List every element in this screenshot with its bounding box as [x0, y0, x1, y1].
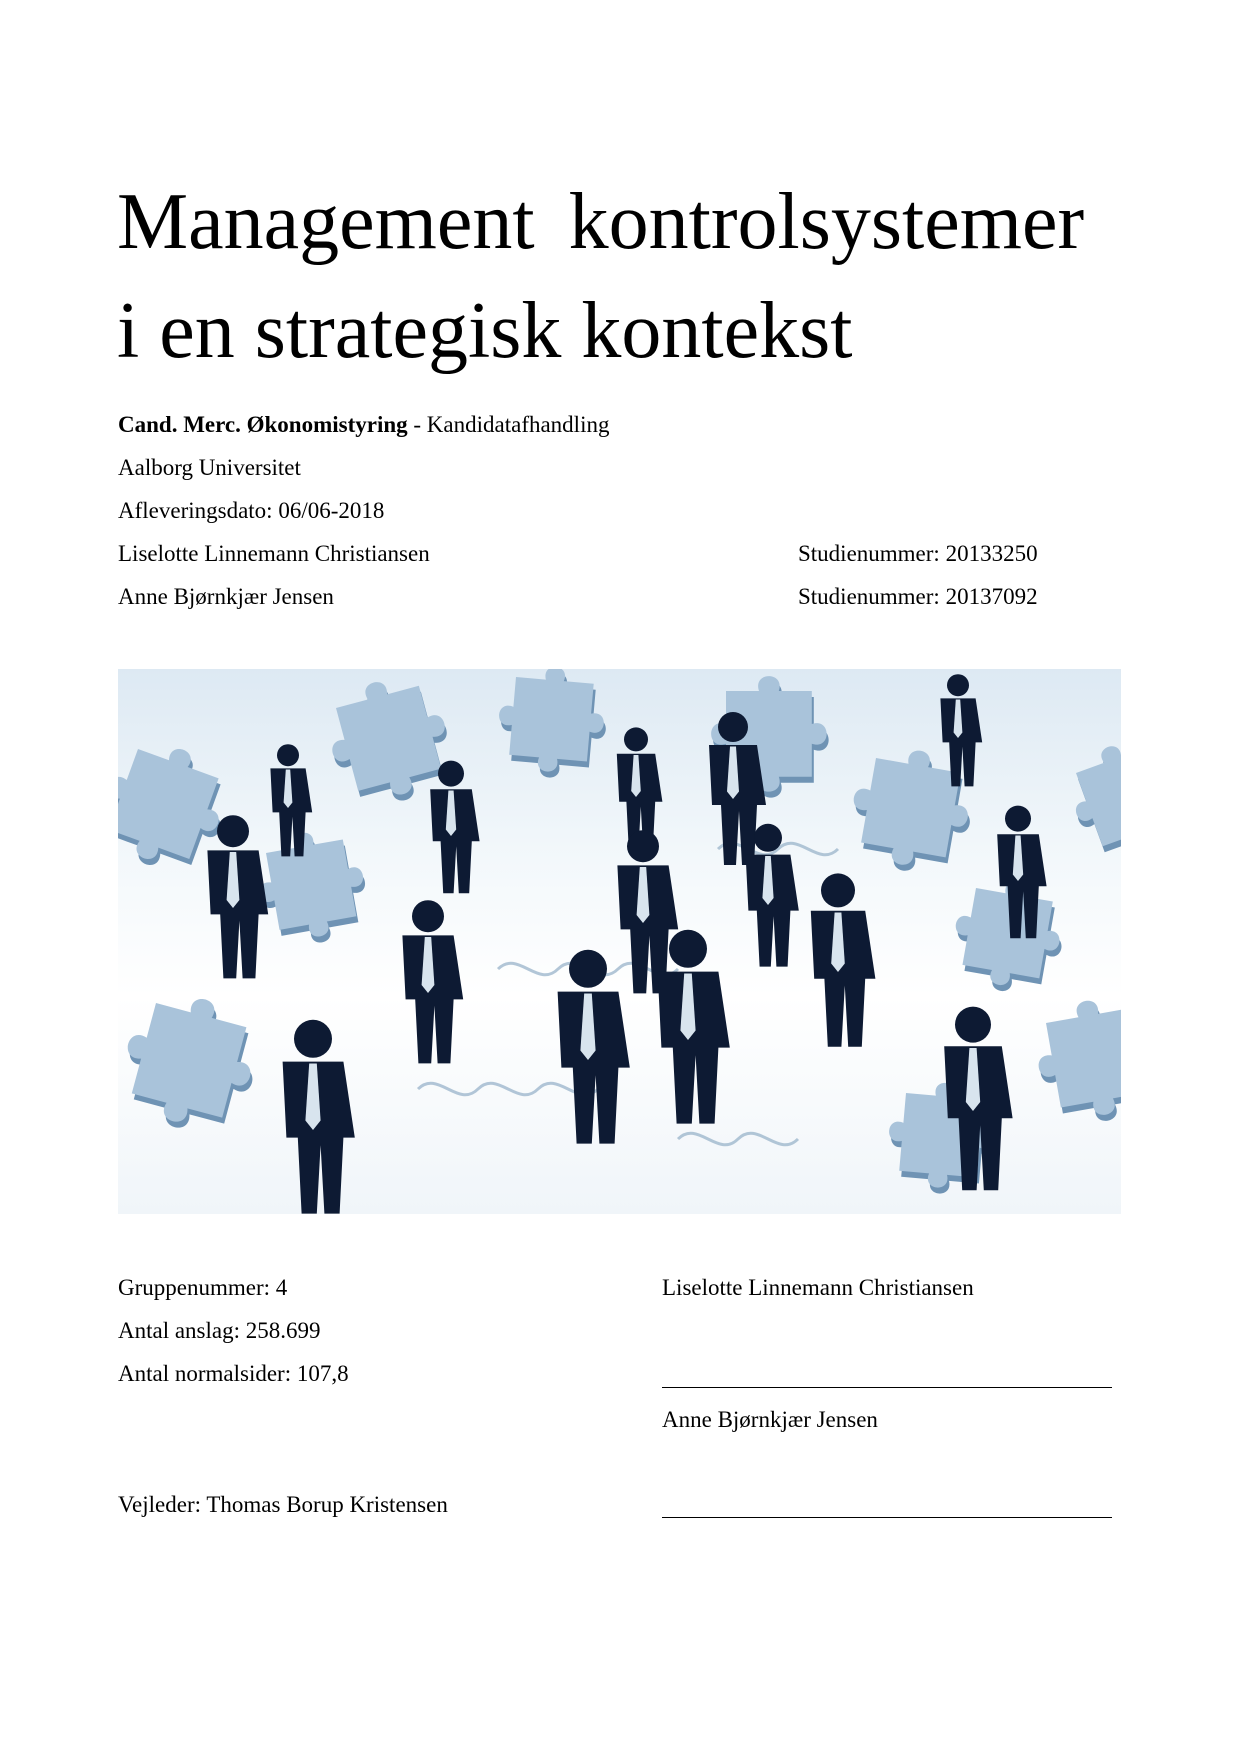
submission-date: Afleveringsdato: 06/06-2018: [118, 498, 385, 523]
puzzle-people-illustration: [118, 669, 1121, 1214]
signature-name-2: Anne Bjørnkjær Jensen: [662, 1407, 878, 1432]
title-line-1: Management kontrolsystemer: [117, 178, 1085, 266]
signature-line-2: [662, 1517, 1112, 1518]
author-name-2: Anne Bjørnkjær Jensen: [118, 584, 334, 609]
group-number: Gruppenummer: 4: [118, 1275, 288, 1300]
student-number-2: Studienummer: 20137092: [798, 584, 1038, 609]
document-title: [117, 180, 1137, 398]
normal-pages: Antal normalsider: 107,8: [118, 1361, 349, 1386]
supervisor: Vejleder: Thomas Borup Kristensen: [118, 1492, 448, 1517]
character-count: Antal anslag: 258.699: [118, 1318, 321, 1343]
title-line-2: i en strategisk kontekst: [117, 287, 853, 375]
signature-name-1: Liselotte Linnemann Christiansen: [662, 1275, 974, 1300]
signature-line-1: [662, 1387, 1112, 1388]
program-line: [118, 410, 609, 440]
cover-image: [118, 669, 1121, 1214]
student-number-1: Studienummer: 20133250: [798, 541, 1038, 566]
program-name: Cand. Merc. Økonomistyring: [118, 412, 408, 437]
author-name-1: Liselotte Linnemann Christiansen: [118, 541, 430, 566]
thesis-type: - Kandidatafhandling: [407, 412, 610, 437]
university: Aalborg Universitet: [118, 455, 301, 480]
